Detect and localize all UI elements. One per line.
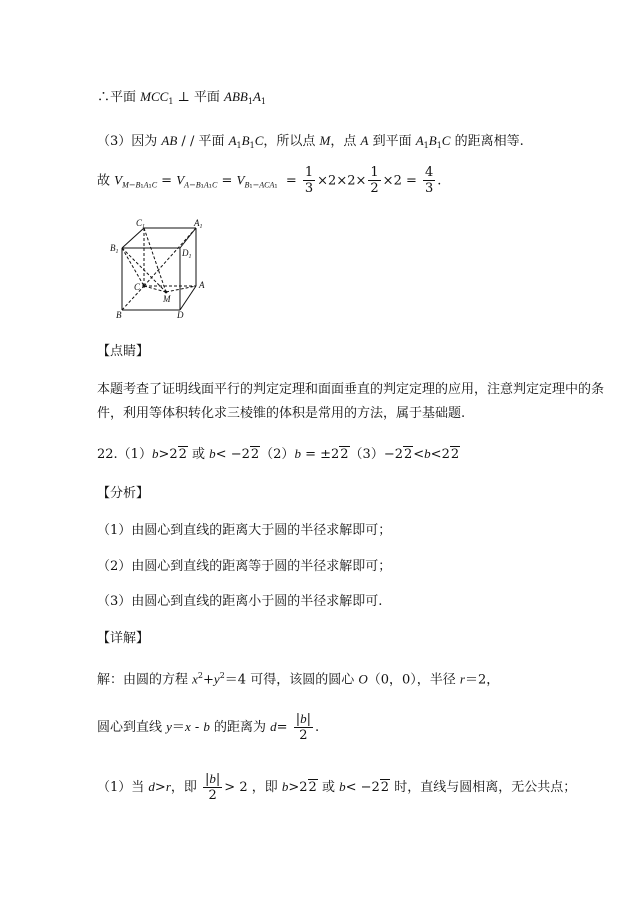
label-a1: $A_1$: [194, 218, 203, 230]
heading-fenxi: 【分析】: [97, 486, 150, 501]
analysis-3: （3）由圆心到直线的距离小于圆的半径求解即可.: [97, 594, 383, 609]
label-c: C: [134, 282, 141, 292]
line-volume-formula: 故 $V_{M-B_1A_1C} = V_{A-B_1A_1C} = V_{B_1-ACA_1}$ = $\frac{1}{3}$ ×2×2× $\frac{1}{2}$ ×2 = $\frac{4}{3}$ .: [97, 165, 442, 196]
analysis-2: （2）由圆心到直线的距离等于圆的半径求解即可；: [97, 559, 392, 574]
note-line-1: 本题考查了证明线面平行的判定定理和面面垂直的判定定理的应用，注意判定定理中的条: [97, 382, 605, 397]
analysis-1: （1）由圆心到直线的距离大于圆的半径求解即可；: [97, 523, 392, 538]
solution-2: 圆心到直线 y＝x - b 的距离为 d= $\frac{|b|}{2}$ .: [97, 711, 320, 743]
label-b: B: [116, 310, 122, 318]
label-c1: $C_1$: [136, 218, 146, 230]
heading-xiangjie: 【详解】: [97, 631, 150, 646]
label-b1: $B_1$: [110, 243, 119, 255]
label-m: M: [163, 294, 171, 304]
note-line-2: 件，利用等体积转化求三棱锥的体积是常用的方法，属于基础题.: [97, 406, 466, 421]
label-d: D: [177, 310, 184, 318]
question-22-answer: 22.（1）b>22 或 b< −22（2）b = ±22（3）−22<b<22: [97, 446, 460, 462]
label-a: A: [199, 280, 205, 290]
line-plane-perpendicular: ∴平面 $MCC_1$ ⊥ 平面 $ABB_1A_1$: [97, 89, 266, 106]
solution-3: （1）当 d>r，即 $\frac{|b|}{2}$ > 2 ，即 b>22 或 b< −22 时，直线与圆相离，无公共点；: [97, 771, 577, 803]
line-part3-parallel: （3）因为 AB / / 平面 $A_1B_1C$，所以点 M，点 A 到平面 $A_1B_1C$ 的距离相等.: [97, 133, 524, 150]
label-d1: $D_1$: [182, 248, 192, 260]
cube-figure: [108, 218, 208, 318]
solution-1: 解：由圆的方程 $x^2+y^2=4$ 可得，该圆的圆心 O（0，0），半径 r＝2，: [97, 671, 500, 688]
heading-dianjing: 【点睛】: [97, 344, 150, 359]
